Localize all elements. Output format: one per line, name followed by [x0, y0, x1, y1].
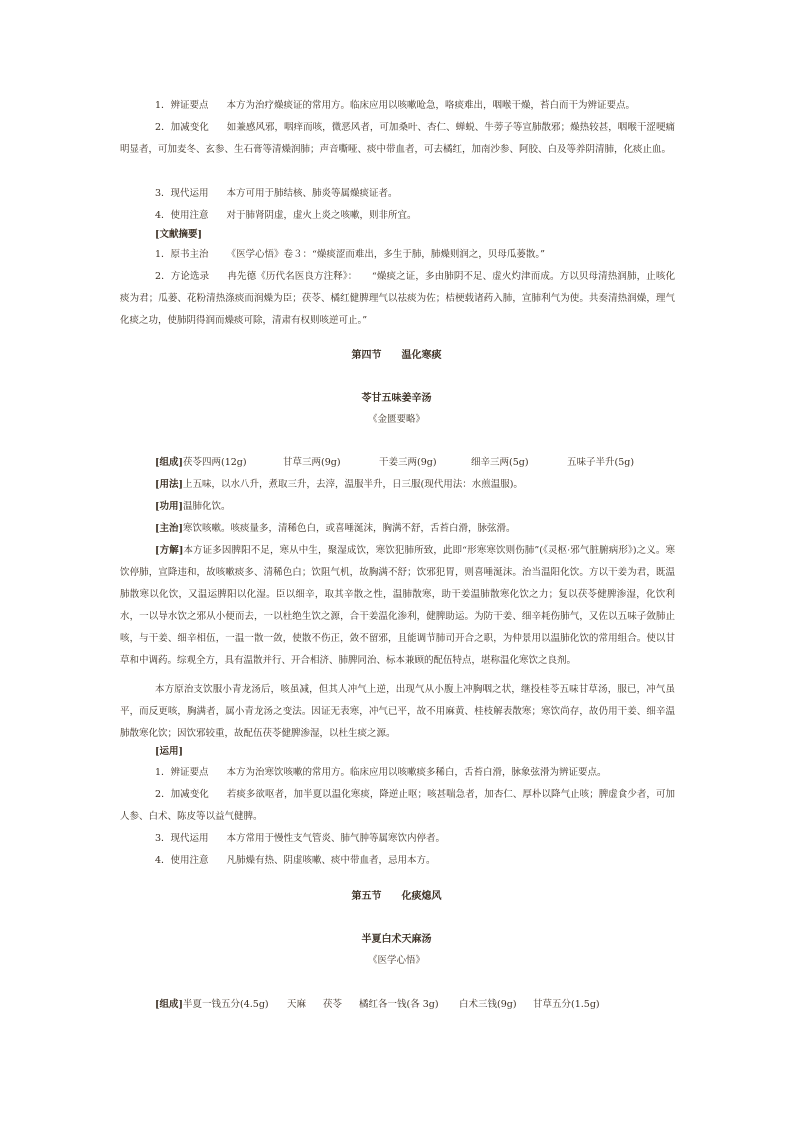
- ingredient: 茯苓: [323, 999, 343, 1010]
- literature-item-2: 2．方论选录 冉先德《历代名医良方注释》： “燥痰之证，多由肺阴不足、虚火灼津而成。方以贝母清热润肺，止咳化痰为君；瓜蒌、花粉清热涤痰而润燥为臣；茯苓、橘红健脾理气以祛痰为佐；桔梗载诸药入肺，宣肺利气为使。共奏清热润燥，理气化痰之功，使肺阴得润而燥痰可除，清肃有权则咳逆可止。”: [120, 271, 676, 326]
- ingredient: 白术三钱(9g): [459, 999, 517, 1010]
- formula2-source: 《医学心悟》: [367, 955, 425, 966]
- composition2-row: [155, 994, 600, 1016]
- effect-row: [功用]温肺化饮。: [155, 501, 231, 512]
- ingredient: 茯苓四两(12g): [183, 457, 247, 468]
- composition-row: [155, 452, 634, 474]
- formula2-name: 半夏白术天麻汤: [361, 934, 432, 945]
- apply-header: [运用]: [155, 746, 183, 757]
- usage-item-2: 2．加减变化 如兼感风邪，咽痒而咳，微恶风者，可加桑叶、杏仁、蝉蜕、牛蒡子等宣肺散邪；燥热较甚，咽喉干涩哽痛明显者，可加麦冬、玄参、生石膏等清燥润肺；声音嘶哑、痰中带血者，可去橘红，加南沙参、阿胶、白及等养阴清肺，化痰止血。: [120, 122, 675, 155]
- ingredient: 五味子半升(5g): [567, 457, 635, 468]
- ingredient: 细辛三两(5g): [471, 457, 529, 468]
- ingredient: 甘草三两(9g): [283, 457, 341, 468]
- formula-name: 苓甘五味姜辛汤: [361, 393, 432, 404]
- usage-item-4: 4．使用注意 对于肺肾阴虚，虚火上炎之咳嗽，则非所宜。: [155, 210, 417, 221]
- ingredient: 天麻: [287, 999, 307, 1010]
- composition2-label: [组成]: [155, 999, 183, 1010]
- section-title-4: 第四节 温化寒痰: [351, 350, 442, 361]
- usage-item-3: 3．现代运用 本方可用于肺结核、肺炎等属燥痰证者。: [155, 188, 398, 199]
- ingredient: 半夏一钱五分(4.5g): [183, 999, 269, 1010]
- ingredient: 干姜三两(9g): [379, 457, 437, 468]
- literature-header: [文献摘要]: [155, 229, 202, 240]
- indication-row: [主治]寒饮咳嗽。咳痰量多，清稀色白，或喜唾涎沫，胸满不舒，舌苔白滑，脉弦滑。: [155, 523, 516, 534]
- ingredient: 甘草五分(1.5g): [533, 999, 600, 1010]
- analysis-extra-paragraph: 本方原治支饮服小青龙汤后，咳虽减，但其人冲气上逆，出现气从小腹上冲胸咽之状，继投桂苓五味甘草汤，服已，冲气虽平，而反更咳，胸满者，属小青龙汤之变法。因证无表寒，冲气已平，故不用麻黄、桂枝解表散寒；寒饮尚存，故仍用干姜、细辛温肺散寒化饮；因饮邪较重，故配伍茯苓健脾渗湿，以杜生痰之源。: [120, 684, 675, 739]
- section-title-5: 第五节 化痰熄风: [351, 891, 442, 902]
- analysis-paragraph: [方解]本方证多因脾阳不足，寒从中生，聚湿成饮，寒饮犯肺所致，此即“形寒寒饮则伤肺”(《灵枢·邪气脏腑病形》)之义。寒饮停肺，宣降违和，故咳嗽痰多、清稀色白；饮阻气机，故胸满不舒；饮邪犯胃，则喜唾涎沫。治当温阳化饮。方以干姜为君，既温肺散寒以化饮，又温运脾阳以化湿。臣以细辛，取其辛散之性，温肺散寒，助干姜温肺散寒化饮之力；复以茯苓健脾渗湿，化饮利水，一以导水饮之邪从小便而去，一以杜绝生饮之源，合干姜温化渗利，健脾助运。为防干姜、细辛耗伤肺气，又佐以五味子敛肺止咳，与干姜、细辛相伍，一温一散一敛，使散不伤正，敛不留邪，且能调节肺司开合之职，为仲景用以温肺化饮的常用组合。使以甘草和中调药。综观全方，具有温散并行、开合相济、肺脾同治、标本兼顾的配伍特点，堪称温化寒饮之良剂。: [120, 545, 675, 666]
- usage-row: [用法]上五味，以水八升，煮取三升，去滓，温服半升，日三服(现代用法：水煎温服)。: [155, 479, 523, 490]
- literature-item-1: 1．原书主治 《医学心悟》卷３：“燥痰涩而难出，多生于肺，肺燥则润之，贝母瓜蒌散。”: [155, 249, 546, 260]
- apply-item-1: 1．辨证要点 本方为治寒饮咳嗽的常用方。临床应用以咳嗽痰多稀白，舌苔白滑，脉象弦滑为辨证要点。: [155, 767, 607, 778]
- formula-source: 《金匮要略》: [367, 414, 425, 425]
- ingredient: 橘红各一钱(各 3g): [359, 999, 439, 1010]
- apply-item-3: 3．现代运用 本方常用于慢性支气管炎、肺气肿等属寒饮内停者。: [155, 833, 446, 844]
- usage-item-1: 1．辨证要点 本方为治疗燥痰证的常用方。临床应用以咳嗽呛急，咯痰难出，咽喉干燥，苔白而干为辨证要点。: [155, 100, 636, 111]
- apply-item-2: 2．加减变化 若痰多欲呕者，加半夏以温化寒痰，降逆止呕；咳甚喘急者，加杏仁、厚朴以降气止咳；脾虚食少者，可加人参、白术、陈皮等以益气健脾。: [120, 789, 675, 822]
- composition-label: [组成]: [155, 457, 183, 468]
- apply-item-4: 4．使用注意 凡肺燥有热、阴虚咳嗽、痰中带血者，忌用本方。: [155, 855, 436, 866]
